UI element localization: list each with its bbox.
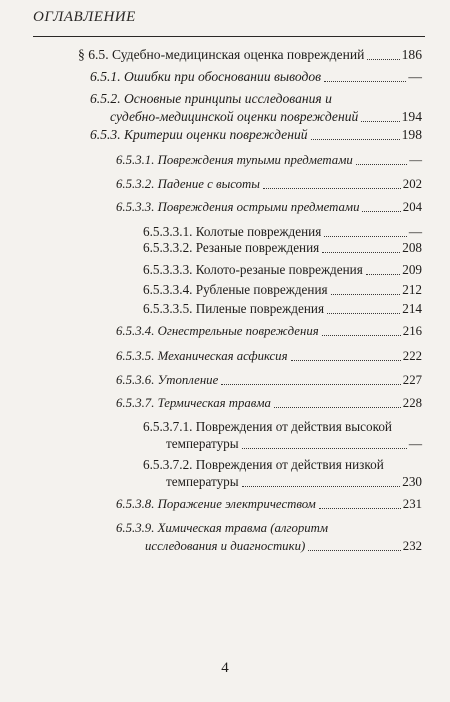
toc-entry-page: 216 <box>402 324 422 338</box>
dot-leader <box>331 294 401 295</box>
toc-entry-6-5-3-2[interactable] <box>116 174 422 194</box>
page-header-title: ОГЛАВЛЕНИЕ <box>33 9 136 25</box>
dot-leader <box>362 211 400 212</box>
page-number: 4 <box>221 660 229 676</box>
toc-entry-title: температуры <box>166 474 239 489</box>
toc-entry-6-5-2-line1[interactable]: 6.5.2. Основные принципы исследования и <box>90 91 332 106</box>
toc-entry-6-5-3-3-4[interactable] <box>143 280 422 300</box>
dot-leader <box>274 407 401 408</box>
dot-leader <box>361 121 399 122</box>
toc-entry-page: 204 <box>402 200 422 214</box>
toc-entry-title: § 6.5. Судебно-медицинская оценка повреждений <box>78 47 365 62</box>
dot-leader <box>322 335 401 336</box>
toc-entry-page: 214 <box>402 301 422 316</box>
toc-entry-6-5-3-7-2-line1[interactable]: 6.5.3.7.2. Повреждения от действия низкой <box>143 457 384 472</box>
dot-leader <box>263 188 401 189</box>
toc-entry-page: 227 <box>402 373 422 387</box>
toc-entry-title: 6.5.3.5. Механическая асфиксия <box>116 349 288 363</box>
dot-leader <box>367 59 399 60</box>
toc-entry-page: 230 <box>402 474 422 489</box>
toc-entry-page: 198 <box>401 127 422 142</box>
toc-entry-6-5-3-5[interactable] <box>116 346 422 366</box>
toc-entry-title: 6.5.3.3.3. Колото-резаные повреждения <box>143 262 363 277</box>
toc-entry-title: 6.5.3.1. Повреждения тупыми предметами <box>116 153 353 167</box>
dot-leader <box>242 448 407 449</box>
toc-entry-6-5-2[interactable] <box>110 107 422 127</box>
toc-entry-6-5-3-7[interactable] <box>116 393 422 413</box>
toc-entry-6-5-1[interactable] <box>90 67 422 87</box>
toc-entry-6-5-3-6[interactable] <box>116 370 422 390</box>
toc-entry-title: 6.5.3.3.2. Резаные повреждения <box>143 240 320 255</box>
toc-entry-title: 6.5.3.3.5. Пиленые повреждения <box>143 301 325 316</box>
toc-entry-page: 209 <box>402 262 422 277</box>
dot-leader <box>356 164 407 165</box>
toc-entry-title: 6.5.3.7. Термическая травма <box>116 396 271 410</box>
toc-entry-6-5-3-9[interactable] <box>145 536 422 556</box>
dot-leader <box>242 486 401 487</box>
toc-entry-6-5-3-8[interactable] <box>116 494 422 514</box>
toc-entry-page: 231 <box>402 497 422 511</box>
dot-leader <box>291 360 401 361</box>
toc-entry-6-5-3-7-1[interactable] <box>166 434 422 454</box>
toc-entry-page: 208 <box>402 240 422 255</box>
toc-entry-title: 6.5.3.3.1. Колотые повреждения <box>143 224 322 239</box>
toc-entry-page: 212 <box>402 282 422 297</box>
toc-entry-title: температуры <box>166 436 239 451</box>
toc-entry-page: 186 <box>401 47 422 62</box>
toc-entry-title: 6.5.3.3. Повреждения острыми предметами <box>116 200 360 214</box>
toc-entry-6-5-3-3[interactable] <box>116 197 422 217</box>
toc-entry-title: 6.5.3.4. Огнестрельные повреждения <box>116 324 319 338</box>
toc-entry-title: исследования и диагностики) <box>145 539 306 553</box>
toc-entry-6-5-3-3-5[interactable] <box>143 299 422 319</box>
toc-entry-page: — <box>409 153 422 167</box>
toc-entry-page: 228 <box>402 396 422 410</box>
toc-entry-page: — <box>408 436 422 451</box>
dot-leader <box>311 139 400 140</box>
toc-entry-title: 6.5.3. Критерии оценки повреждений <box>90 127 308 142</box>
dot-leader <box>324 236 407 237</box>
dot-leader <box>319 508 401 509</box>
toc-entry-title: 6.5.3.3.4. Рубленые повреждения <box>143 282 328 297</box>
toc-entry-title: 6.5.3.6. Утопление <box>116 373 219 387</box>
dot-leader <box>322 252 400 253</box>
toc-entry-6-5-3-4[interactable] <box>116 321 422 341</box>
toc-entry-page: 194 <box>401 109 422 124</box>
toc-entry-page: — <box>408 224 422 239</box>
toc-entry-page: 232 <box>402 539 422 553</box>
toc-entry-6-5-3-7-2[interactable] <box>166 472 422 492</box>
toc-entry-6-5-3[interactable] <box>90 125 422 145</box>
toc-entry-page: — <box>408 69 422 84</box>
toc-entry-title: судебно-медицинской оценки повреждений <box>110 109 359 124</box>
toc-entry-page: 222 <box>402 349 422 363</box>
toc-entry-6-5-3-3-2[interactable] <box>143 238 422 258</box>
dot-leader <box>308 550 401 551</box>
toc-entry-6-5-3-3-3[interactable] <box>143 260 422 280</box>
toc-entry-6-5-3-1[interactable] <box>116 150 422 170</box>
toc-entry-6-5[interactable] <box>78 45 422 65</box>
toc-entry-6-5-3-7-1-line1[interactable]: 6.5.3.7.1. Повреждения от действия высокой <box>143 419 392 434</box>
dot-leader <box>327 313 400 314</box>
toc-entry-title: 6.5.1. Ошибки при обосновании выводов <box>90 69 322 84</box>
dot-leader <box>221 384 401 385</box>
toc-entry-title: 6.5.3.8. Поражение электричеством <box>116 497 316 511</box>
dot-leader <box>324 81 406 82</box>
toc-entry-page: 202 <box>402 177 422 191</box>
toc-entry-title: 6.5.3.2. Падение с высоты <box>116 177 260 191</box>
dot-leader <box>366 274 400 275</box>
toc-entry-6-5-3-9-line1[interactable]: 6.5.3.9. Химическая травма (алгоритм <box>116 521 329 535</box>
